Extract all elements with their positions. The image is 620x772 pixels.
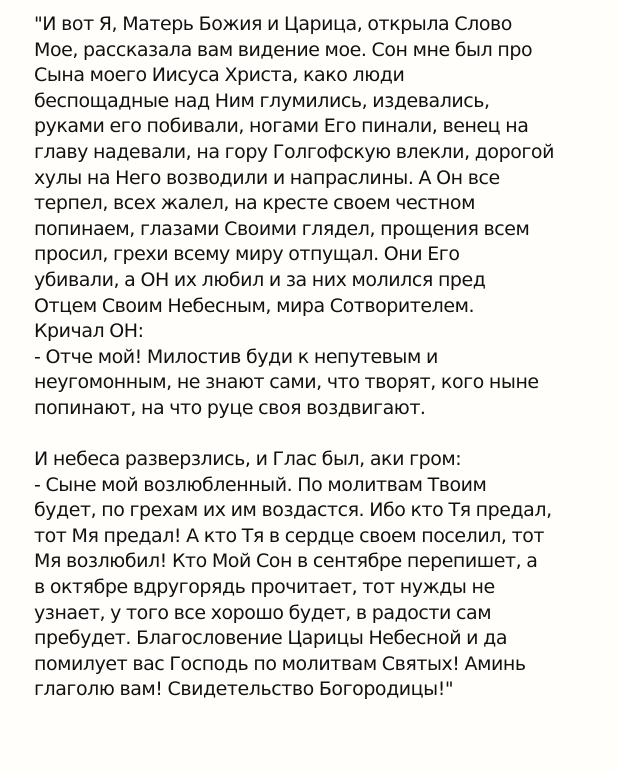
text-line: Сына моего Иисуса Христа, како люди [34,64,405,87]
text-line: в октябре вдругорядь прочитает, тот нужды не [34,576,495,599]
text-line: тот Мя предал! А кто Тя в сердце своем поселил, тот [34,524,545,547]
text-line: руками его побивали, ногами Его пинали, венец на [34,115,529,138]
text-line: "И вот Я, Матерь Божия и Царица, открыла Слово [34,13,512,35]
text-line: узнает, у того все хорошо будет, в радости сам [34,601,492,624]
document-body [34,12,614,703]
text-line: терпел, всех жалел, на кресте своем честном [34,192,475,215]
text-line: попинают, на что руце своя воздвигают. [34,396,426,419]
text-line: неугомонным, не знают сами, что творят, кого ныне [34,371,539,394]
text-line: убивали, а ОН их любил и за них молился пред [34,268,486,291]
text-line: Мя возлюбил! Кто Мой Сон в сентябре перепишет, а [34,550,538,573]
text-line: помилует вас Господь по молитвам Святых! Аминь [34,652,526,675]
text-line: глаголю вам! Свидетельство Богородицы!" [34,678,454,701]
text-line: пребудет. Благословение Царицы Небесной и да [34,627,508,650]
paragraph-1 [34,12,614,422]
text-line: главу надевали, на гору Голгофскую влекли, дорогой [34,140,554,163]
text-line: попинаем, глазами Своими глядел, прощения всем [34,217,530,240]
text-line: будет, по грехам их им воздастся. Ибо кто Тя предал, [34,499,552,522]
text-line: Кричал ОН: [34,320,144,343]
paragraph-gap [34,422,614,448]
text-line: беспощадные над Ним глумились, издевались, [34,89,490,112]
text-line: Отцем Своим Небесным, мира Сотворителем. [34,294,475,317]
text-line: - Отче мой! Милостив буди к непутевым и [34,345,438,368]
text-line: хулы на Него возводили и напраслины. А Он все [34,166,500,189]
text-line: И небеса разверзлись, и Глас был, аки гром: [34,448,462,471]
text-line: - Сыне мой возлюбленный. По молитвам Твоим [34,473,487,496]
text-line: просил, грехи всему миру отпущал. Они Его [34,243,460,266]
paragraph-2 [34,447,614,703]
text-line: Мое, рассказала вам видение мое. Сон мне был про [34,38,533,61]
